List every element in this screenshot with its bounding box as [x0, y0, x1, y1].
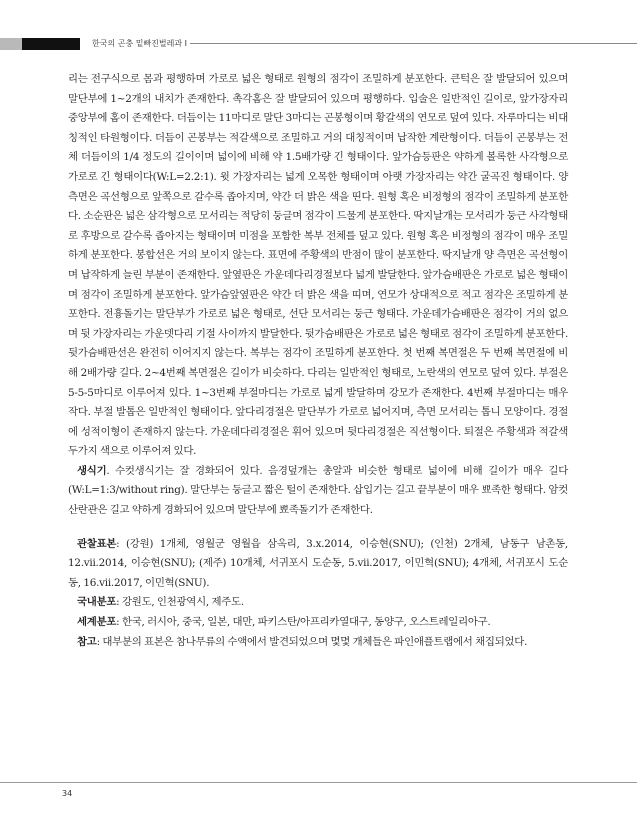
domestic-distribution-text: : 강원도, 인천광역시, 제주도. [116, 596, 244, 609]
note-label: 참고 [77, 635, 97, 648]
description-paragraph: 리는 전구식으로 몸과 평행하며 가로로 넓은 형태로 원형의 점각이 조밀하게 분포한다. 큰턱은 잘 발달되어 있으며 말단부에 1~2개의 내치가 존재한다. 촉각홈은 잘 발달되어 있으며 평행하다. 입술은 일반적인 길이로, 앞가장자리 중앙부에 홈이 존재한다. 더듬이는 11마디로 말단 3마디는 곤봉형이며 황갈색의 연모로 덮여 있다. 자루마디는 비대칭적인 타원형이다. 더듬이 곤봉부는 적갈색으로 조밀하고 거의 대칭적이며 납작한 계란형이다. 더듬이 곤봉부는 전체 더듬이의 1/4 정도의 길이이며 넓이에 비해 약 1.5배가량 긴 형태이다. 앞가슴등판은 약하게 볼록한 사각형으로 가로로 긴 형태이다(W:L=2.2:1). 윗 가장자리는 넓게 오목한 형태이며 아랫 가장자리는 약간 굴곡진 형태이다. 양 측면은 곡선형으로 앞쪽으로 갈수록 좁아지며, 약간 더 밝은 색을 띤다. 원형 혹은 비정형의 점각이 조밀하게 분포한다. 소순판은 넓은 삼각형으로 모서리는 적당히 둥글며 점각이 드물게 분포한다. 딱지날개는 모서리가 둥근 사각형태로 후방으로 갈수록 좁아지는 형태이며 미점을 포함한 복부 전체를 덮고 있다. 원형 혹은 비정형의 점각이 매우 조밀하게 분포한다. 봉합선은 거의 보이지 않는다. 표면에 주황색의 반점이 많이 분포한다. 딱지날개 양 측면은 곡선형이며 납작하게 늘린 부분이 존재한다. 앞옆판은 가운데다리경절보다 넓게 발달한다. 앞가슴배판은 가로로 넓은 형태이며 점각이 조밀하게 분포한다. 앞가슴앞옆판은 약간 더 밝은 색을 띠며, 연모가 상대적으로 적고 점각은 조밀하게 분포한다. 전흉돌기는 말단부가 가로로 넓은 형태로, 선단 모서리는 둥근 형태다. 가운데가슴배판은 점각이 거의 없으며 뒷 가장자리는 가운뎃다리 기절 사이까지 발달한다. 뒷가슴배판은 가로로 넓은 형태로 점각이 조밀하게 분포한다. 뒷가슴배판선은 완전히 이어지지 않는다. 복부는 점각이 조밀하게 분포한다. 첫 번째 복면절은 두 번째 복면절에 비해 2배가량 길다. 2~4번째 복면절은 길이가 비슷하다. 다리는 일반적인 형태로, 노란색의 연모로 덮여 있다. 부절은 5-5-5마디로 이루어져 있다. 1~3번째 부절마디는 가로로 넓게 발달하며 강모가 존재한다. 4번째 부절마디는 매우 작다. 부절 발톱은 일반적인 형태이다. 앞다리경절은 말단부가 가로로 넓어지며, 측면 모서리는 톱니 모양이다. 경절에 성적이형이 존재하지 않는다. 가운데다리경절은 휘어 있으며 뒷다리경절은 직선형이다. 퇴절은 주황색과 적갈색 두가지 색으로 이루어져 있다. [68, 73, 568, 458]
world-distribution-label: 세계분포 [77, 616, 117, 629]
genitalia-label: 생식기 [77, 464, 107, 477]
specimens-label: 관찰표본 [77, 537, 117, 550]
header-gray-tab [0, 38, 22, 50]
header-black-tab [22, 38, 80, 50]
domestic-distribution-label: 국내분포 [77, 596, 117, 609]
genitalia-text: . 수컷생식기는 잘 경화되어 있다. 음경덮개는 총알과 비슷한 형태로 넓이에 비해 길이가 매우 길다(W:L=1:3/without ring). 말단부는 둥글고 짧은 털이 존재한다. 삽입기는 길고 끝부분이 매우 뾰족한 형태다. 암컷산란관은 길고 약하게 경화되어 있으며 말단부에 뾰족돌기가 존재한다. [68, 464, 568, 517]
running-header [0, 38, 637, 50]
specimens-text: : (강원) 1개체, 영월군 영월읍 삼옥리, 3.x.2014, 이승현(SNU); (인천) 2개체, 남동구 남촌동, 12.vii.2014, 이승현(SNU); (제주) 10개체, 서귀포시 도순동, 5.vii.2017, 이민혁(SNU); 4개체, 서귀포시 도순동, 16.vii.2017, 이민혁(SNU). [68, 537, 568, 589]
specimens-paragraph [68, 535, 568, 594]
running-header-title: 한국의 곤충 밑빠진벌레과 I [92, 39, 187, 48]
note-paragraph [68, 633, 568, 653]
footer-rule [0, 782, 637, 783]
world-distribution-paragraph [68, 613, 568, 633]
main-text [68, 70, 568, 652]
page-number: 34 [62, 789, 73, 798]
header-rule [190, 43, 637, 44]
world-distribution-text: : 한국, 러시아, 중국, 일본, 대만, 파키스탄/아프리카열대구, 동양구, 오스트레일리아구. [116, 616, 491, 629]
domestic-distribution-paragraph [68, 593, 568, 613]
note-text: : 대부분의 표본은 참나무류의 수액에서 발견되었으며 몇몇 개체들은 파인애플트랩에서 채집되었다. [96, 635, 528, 648]
genitalia-paragraph [68, 462, 568, 521]
